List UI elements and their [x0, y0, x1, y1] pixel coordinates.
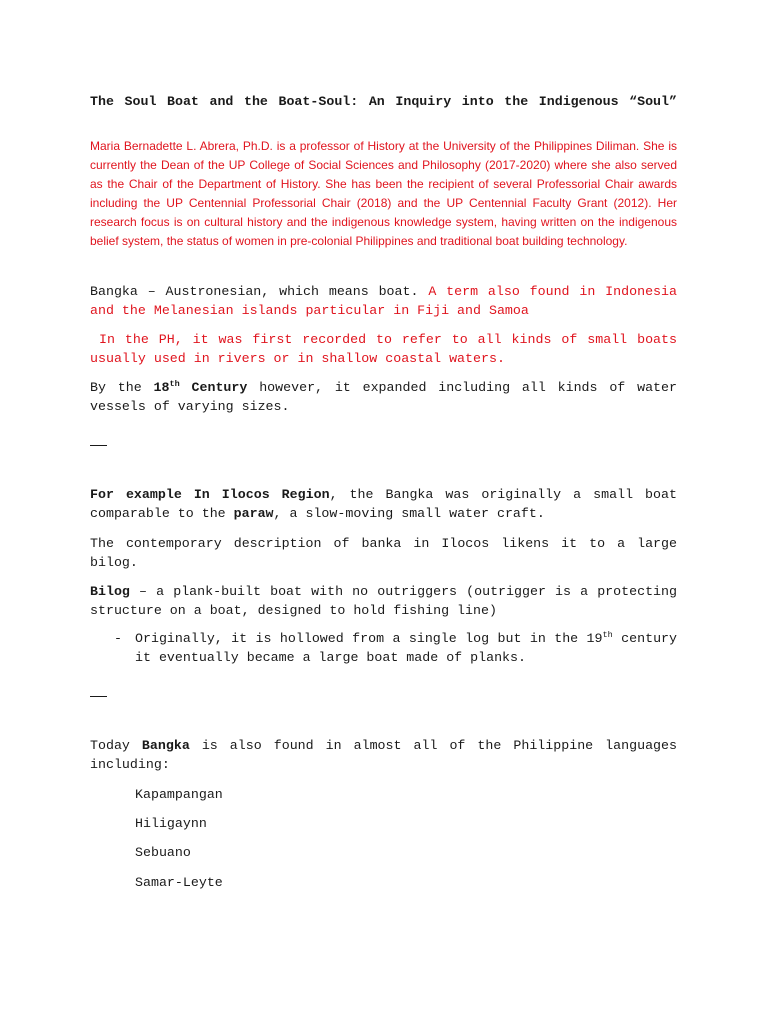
century-bold	[154, 380, 248, 395]
paragraph-today-bangka	[90, 736, 677, 774]
paragraph-ilocos-example	[90, 485, 677, 523]
paraw-bold: paraw	[233, 506, 274, 521]
ilocos-rest-text: , a slow-moving small water craft.	[273, 506, 545, 521]
section-divider-2	[90, 696, 107, 697]
paragraph-18th-century	[90, 378, 677, 416]
paragraph-ph-record: In the PH, it was first recorded to refer to all kinds of small boats usually used in rivers or in shallow coastal waters.	[90, 332, 677, 366]
century-number: 18	[153, 380, 170, 395]
ilocos-text: , the Bangka was originally a small boat comparable to the	[90, 487, 677, 521]
century-lead-text: By the	[90, 380, 142, 395]
section-divider	[90, 445, 107, 446]
document-title: The Soul Boat and the Boat-Soul: An Inquiry into the Indigenous “Soul”	[90, 94, 677, 109]
language-item: Hiligaynn	[135, 816, 207, 831]
bilog-text: – a plank-built boat with no outriggers (outrigger is a protecting structure on a boat, designed to hold fishing line)	[90, 584, 677, 618]
today-rest-text: is also found in almost all of the Philippine languages including:	[90, 738, 677, 772]
century-word: Century	[191, 380, 248, 395]
paragraph-bilog-definition	[90, 582, 677, 620]
century-rest-text: however, it expanded including all kinds of water vessels of varying sizes.	[90, 380, 677, 414]
paragraph-contemporary-description: The contemporary description of banka in Ilocos likens it to a large bilog.	[90, 536, 677, 570]
bullet-text-a: Originally, it is hollowed from a single log but in the 19	[135, 631, 603, 646]
bullet-item-log	[135, 629, 677, 667]
bangka-definition-note: A term also found in Indonesia and the Melanesian islands particular in Fiji and Samoa	[90, 284, 677, 318]
paragraph-bangka-definition	[90, 282, 677, 320]
today-bangka-bold: Bangka	[141, 738, 190, 753]
bullet-dash: -	[114, 631, 122, 646]
century-superscript: th	[169, 379, 180, 389]
ilocos-bold: For example In Ilocos Region	[90, 487, 330, 502]
author-bio: Maria Bernadette L. Abrera, Ph.D. is a professor of History at the University of the Philippines Diliman. She is currently the Dean of the UP College of Social Sciences and Philosophy (2017-2020) where she also served as the Chair of the Department of History. She has been the recipient of several Professorial Chair awards including the UP Centennial Professorial Chair (2018) and the UP Centennial Faculty Grant (2012). Her research focus is on cultural history and the indigenous knowledge system, having written on the indigenous belief system, the status of women in pre-colonial Philippines and traditional boat building technology.	[90, 139, 677, 248]
bullet-text-b: century it eventually became a large boat made of planks.	[135, 631, 678, 665]
bangka-definition-text: Bangka – Austronesian, which means boat.	[90, 284, 419, 299]
language-item: Kapampangan	[135, 787, 223, 802]
today-text: Today	[90, 738, 130, 753]
bilog-bold: Bilog	[90, 584, 130, 599]
language-item: Samar-Leyte	[135, 875, 223, 890]
language-item: Sebuano	[135, 845, 191, 860]
bullet-superscript: th	[602, 630, 613, 640]
